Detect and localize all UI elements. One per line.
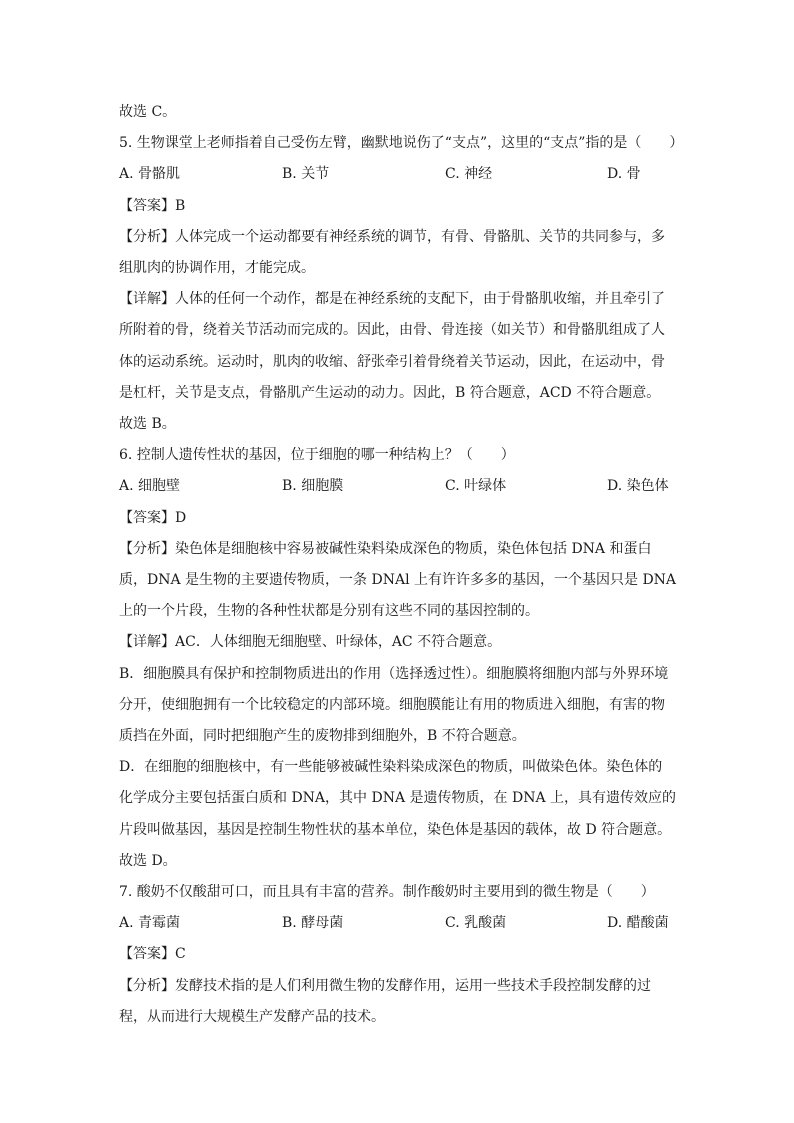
q7-option-a: A. 青霉菌 (119, 915, 181, 931)
q7-option-b: B. 酵母菌 (282, 915, 344, 931)
q6-answer: 【答案】D (119, 510, 187, 526)
q5-analysis-line-2: 组肌肉的协调作用，才能完成。 (119, 260, 315, 276)
q5-option-a: A. 骨骼肌 (119, 166, 181, 182)
q5-detail-line-3: 体的运动系统。运动时，肌肉的收缩、舒张牵引着骨绕着关节运动，因此，在运动中，骨 (119, 354, 665, 370)
q5-detail-line-4: 是杠杆，关节是支点，骨骼肌产生运动的动力。因此，B 符合题意，ACD 不符合题意。 (119, 385, 661, 401)
q6-detail-line-5: D．在细胞的细胞核中，有一些能够被碱性染料染成深色的物质，叫做染色体。染色体的 (119, 759, 663, 775)
q6-detail-line-2: B．细胞膜具有保护和控制物质进出的作用（选择透过性）。细胞膜将细胞内部与外界环境 (119, 666, 669, 682)
q7-analysis-line-2: 程，从而进行大规模生产发酵产品的技术。 (119, 1009, 385, 1025)
q7-answer: 【答案】C (119, 946, 186, 962)
q5-option-d: D. 骨 (607, 166, 641, 182)
q6-conclusion: 故选 D。 (119, 853, 177, 869)
q5-answer: 【答案】B (119, 198, 186, 214)
q6-detail-line-6: 化学成分主要包括蛋白质和 DNA，其中 DNA 是遗传物质，在 DNA 上，具有遗传效应的 (119, 790, 677, 806)
q6-option-b: B. 细胞膜 (282, 478, 344, 494)
q7-stem: 7. 酸奶不仅酸甜可口，而且具有丰富的营养。制作酸奶时主要用到的微生物是（ ） (119, 884, 655, 900)
q6-analysis-line-2: 质，DNA 是生物的主要遗传物质，一条 DNAl 上有许许多多的基因，一个基因只是 DNA (119, 572, 677, 588)
q6-detail-line-4: 质挡在外面，同时把细胞产生的废物排到细胞外，B 不符合题意。 (119, 728, 526, 744)
q6-analysis-line-3: 上的一个片段，生物的各种性状都是分别有这些不同的基因控制的。 (119, 603, 539, 619)
q6-option-d: D. 染色体 (607, 478, 669, 494)
q6-detail-line-3: 分开，使细胞拥有一个比较稳定的内部环境。细胞膜能让有用的物质进入细胞，有害的物 (119, 697, 665, 713)
q6-option-a: A. 细胞壁 (119, 478, 181, 494)
q5-stem: 5. 生物课堂上老师指着自己受伤左臂，幽默地说伤了“支点”，这里的“支点”指的是（ ） (119, 135, 684, 151)
q6-detail-line-1: 【详解】AC．人体细胞无细胞壁、叶绿体，AC 不符合题意。 (119, 634, 502, 650)
q6-option-c: C. 叶绿体 (445, 478, 507, 494)
q5-option-b: B. 关节 (282, 166, 330, 182)
q7-option-d: D. 醋酸菌 (607, 915, 669, 931)
q5-option-c: C. 神经 (445, 166, 493, 182)
q5-detail-line-2: 所附着的骨，绕着关节活动而完成的。因此，由骨、骨连接（如关节）和骨骼肌组成了人 (119, 322, 665, 338)
q4-conclusion: 故选 C。 (119, 104, 177, 120)
q5-analysis-line-1: 【分析】人体完成一个运动都要有神经系统的调节，有骨、骨骼肌、关节的共同参与，多 (119, 229, 665, 245)
q7-analysis-line-1: 【分析】发酵技术指的是人们利用微生物的发酵作用，运用一些技术手段控制发酵的过 (119, 978, 651, 994)
q6-analysis-line-1: 【分析】染色体是细胞核中容易被碱性染料染成深色的物质，染色体包括 DNA 和蛋白 (119, 541, 652, 557)
q5-detail-line-1: 【详解】人体的任何一个动作，都是在神经系统的支配下，由于骨骼肌收缩，并且牵引了 (119, 291, 665, 307)
q7-option-c: C. 乳酸菌 (445, 915, 507, 931)
q6-stem: 6. 控制人遗传性状的基因，位于细胞的哪一种结构上？（ ） (119, 447, 515, 463)
q6-detail-line-7: 片段叫做基因，基因是控制生物性状的基本单位，染色体是基因的载体，故 D 符合题意。 (119, 822, 672, 838)
q5-conclusion: 故选 B。 (119, 416, 176, 432)
